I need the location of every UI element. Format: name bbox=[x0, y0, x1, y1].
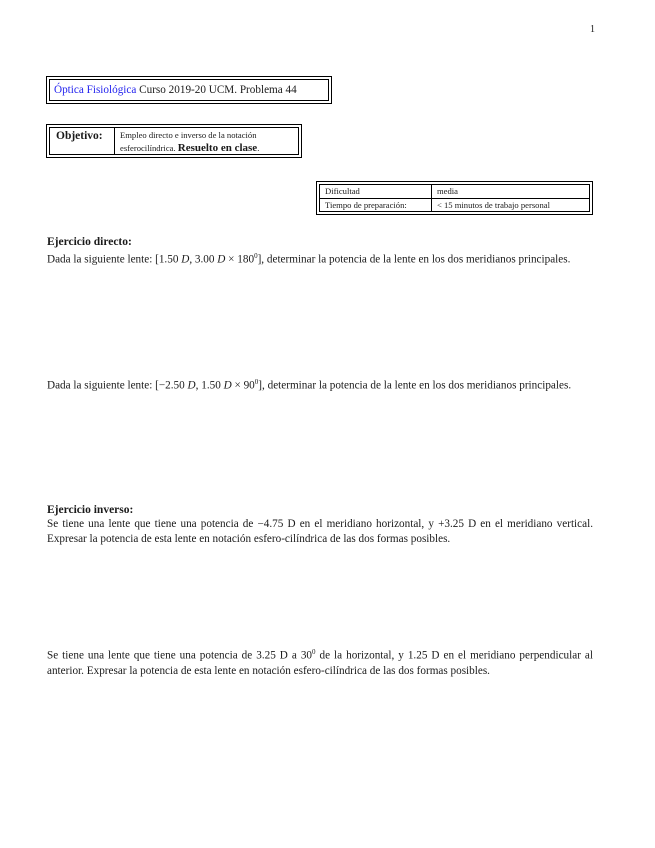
inverse-heading: Ejercicio inverso: bbox=[47, 504, 134, 516]
direct-heading: Ejercicio directo: bbox=[47, 236, 132, 248]
table-row bbox=[320, 198, 589, 211]
difficulty-key: Dificultad bbox=[320, 185, 432, 198]
page-number: 1 bbox=[590, 24, 595, 35]
solved-in-class: Resuelto en clase bbox=[177, 142, 258, 154]
objective-line-1: Empleo directo e inverso de la notación bbox=[120, 130, 257, 140]
objective-line-2: esferocilíndrica. Resuelto en clase. bbox=[120, 142, 260, 154]
difficulty-value: media bbox=[437, 186, 458, 196]
course-link[interactable]: Óptica Fisiológica bbox=[54, 84, 137, 96]
objective-box bbox=[46, 124, 302, 158]
difficulty-table bbox=[316, 181, 593, 215]
direct-problem-2: Dada la siguiente lente: [−2.50 D, 1.50 $D \times 90^0$], determinar la potencia de la lente en los dos meridianos principales. bbox=[47, 378, 572, 392]
page-title bbox=[49, 79, 329, 101]
title-rest: Curso 2019-20 UCM. Problema 44 bbox=[136, 84, 297, 96]
objective-label: Objetivo: bbox=[50, 128, 115, 154]
inverse-problem-1: Se tiene una lente que tiene una potencia de −4.75 D en el meridiano horizontal, y +3.25 D en el meridiano vertical. Expresar la potencia de esta lente en notación esfero-cilíndrica de las dos formas posibles. bbox=[47, 518, 593, 545]
direct-problem-1: Dada la siguiente lente: [1.50 D, 3.00 $D \times 180^0$], determinar la potencia de la lente en los dos meridianos principales. bbox=[47, 252, 571, 266]
prep-time-value: < 15 minutos de trabajo personal bbox=[437, 200, 550, 210]
table-row bbox=[320, 185, 589, 198]
objective-text bbox=[115, 128, 259, 154]
inverse-problem-2: Se tiene una lente que tiene una potencia de 3.25 D a $30^0$ de la horizontal, y 1.25 D en el meridiano perpendicular al anterior. Expresar la potencia de esta lente en notación esfero-cilíndrica de las dos formas posibles. bbox=[47, 648, 593, 677]
prep-time-key: Tiempo de preparación: bbox=[320, 199, 432, 211]
title-box bbox=[46, 76, 332, 104]
